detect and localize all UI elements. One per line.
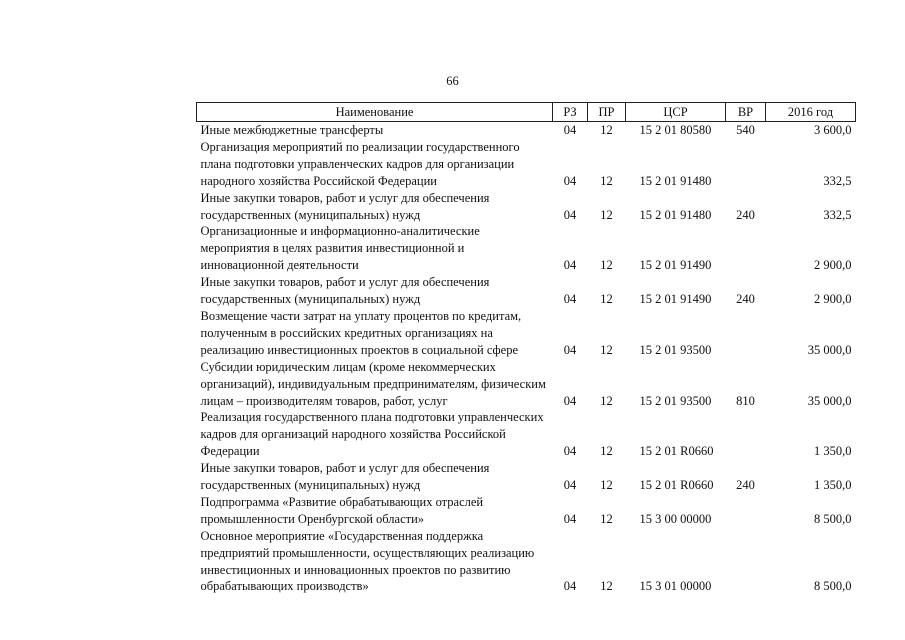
row-csr: 15 2 01 91490 <box>639 292 712 307</box>
row-csr: 15 2 01 93500 <box>639 342 712 357</box>
header-rz: РЗ <box>553 103 588 122</box>
row-vr <box>726 528 766 596</box>
row-pr: 12 <box>600 258 613 273</box>
row-vr: 810 <box>736 393 755 408</box>
row-amount: 332,5 <box>823 173 852 188</box>
row-rz: 04 <box>563 579 577 594</box>
row-rz: 04 <box>563 123 577 137</box>
row-name: Основное мероприятие «Государственная поддержка предприятий промышленности, осуществляющих реализацию инвестиционных и инновационных проектов по развитию обрабатывающих производств» <box>200 528 535 594</box>
table-row <box>197 460 856 494</box>
row-pr: 12 <box>600 342 613 357</box>
row-vr <box>726 139 766 190</box>
row-amount: 2 900,0 <box>814 292 852 307</box>
header-name: Наименование <box>197 103 553 122</box>
row-pr: 12 <box>600 579 613 594</box>
header-pr: ПР <box>588 103 626 122</box>
page-number: 66 <box>446 74 459 88</box>
row-name: Подпрограмма «Развитие обрабатывающих отраслей промышленности Оренбургской области» <box>200 494 484 526</box>
row-amount: 35 000,0 <box>807 393 852 408</box>
row-rz: 04 <box>563 292 577 307</box>
table-header-row <box>197 103 856 122</box>
table-row <box>197 190 856 224</box>
row-name: Иные закупки товаров, работ и услуг для обеспечения государственных (муниципальных) нужд <box>200 275 490 307</box>
row-rz: 04 <box>563 258 577 273</box>
table-row <box>197 274 856 308</box>
row-amount: 8 500,0 <box>814 511 852 526</box>
table-row <box>197 359 856 410</box>
row-name: Иные закупки товаров, работ и услуг для обеспечения государственных (муниципальных) нужд <box>200 461 490 493</box>
row-vr: 540 <box>736 123 755 137</box>
row-name: Организация мероприятий по реализации государственного плана подготовки управленческих кадров для организации народного хозяйства Российской Федерации <box>200 139 520 188</box>
table-row <box>197 122 856 139</box>
row-rz: 04 <box>563 173 577 188</box>
row-csr: 15 2 01 91480 <box>639 207 712 222</box>
row-amount: 1 350,0 <box>814 478 852 493</box>
row-vr <box>726 409 766 460</box>
row-rz: 04 <box>563 444 577 459</box>
row-rz: 04 <box>563 393 577 408</box>
row-name: Реализация государственного плана подготовки управленческих кадров для организаций народного хозяйства Российской Федерации <box>200 410 544 459</box>
header-year: 2016 год <box>766 103 856 122</box>
table-row <box>197 409 856 460</box>
row-csr: 15 2 01 91480 <box>639 173 712 188</box>
row-amount: 332,5 <box>823 207 852 222</box>
row-vr <box>726 308 766 359</box>
row-pr: 12 <box>600 444 613 459</box>
table-row <box>197 308 856 359</box>
table-row <box>197 139 856 190</box>
header-csr: ЦСР <box>626 103 726 122</box>
row-pr: 12 <box>600 478 613 493</box>
row-name: Организационные и информационно-аналитические мероприятия в целях развития инвестиционной и инновационной деятельности <box>200 224 480 273</box>
row-name: Возмещение части затрат на уплату процентов по кредитам, полученным в российских кредитных организациях на реализацию инвестиционных проектов в социальной сфере <box>200 308 522 357</box>
row-vr <box>726 494 766 528</box>
row-name: Субсидии юридическим лицам (кроме некоммерческих организаций), индивидуальным предпринимателям, физическим лицам – производителям товаров, работ, услуг <box>200 359 546 408</box>
row-pr: 12 <box>600 393 613 408</box>
row-name: Иные межбюджетные трансферты <box>200 123 384 137</box>
row-pr: 12 <box>600 511 613 526</box>
row-amount: 1 350,0 <box>814 444 852 459</box>
row-vr: 240 <box>736 292 755 307</box>
row-vr: 240 <box>736 207 755 222</box>
row-rz: 04 <box>563 207 577 222</box>
row-pr: 12 <box>600 207 613 222</box>
row-rz: 04 <box>563 511 577 526</box>
row-vr <box>726 223 766 274</box>
row-pr: 12 <box>600 292 613 307</box>
header-vr: ВР <box>726 103 766 122</box>
row-name: Иные закупки товаров, работ и услуг для обеспечения государственных (муниципальных) нужд <box>200 190 490 222</box>
row-csr: 15 2 01 80580 <box>639 123 712 137</box>
row-csr: 15 2 01 R0660 <box>639 478 714 493</box>
row-csr: 15 3 00 00000 <box>639 511 712 526</box>
row-vr: 240 <box>736 478 755 493</box>
table-body <box>197 122 856 596</box>
row-csr: 15 2 01 93500 <box>639 393 712 408</box>
table-row <box>197 223 856 274</box>
row-amount: 8 500,0 <box>814 579 852 594</box>
row-amount: 3 600,0 <box>814 123 852 137</box>
row-amount: 35 000,0 <box>807 342 852 357</box>
row-csr: 15 2 01 91490 <box>639 258 712 273</box>
row-pr: 12 <box>600 123 613 137</box>
row-rz: 04 <box>563 478 577 493</box>
row-amount: 2 900,0 <box>814 258 852 273</box>
row-csr: 15 2 01 R0660 <box>639 444 714 459</box>
table-row <box>197 528 856 596</box>
budget-table <box>196 102 856 595</box>
row-rz: 04 <box>563 342 577 357</box>
table-row <box>197 494 856 528</box>
row-csr: 15 3 01 00000 <box>639 579 712 594</box>
row-pr: 12 <box>600 173 613 188</box>
